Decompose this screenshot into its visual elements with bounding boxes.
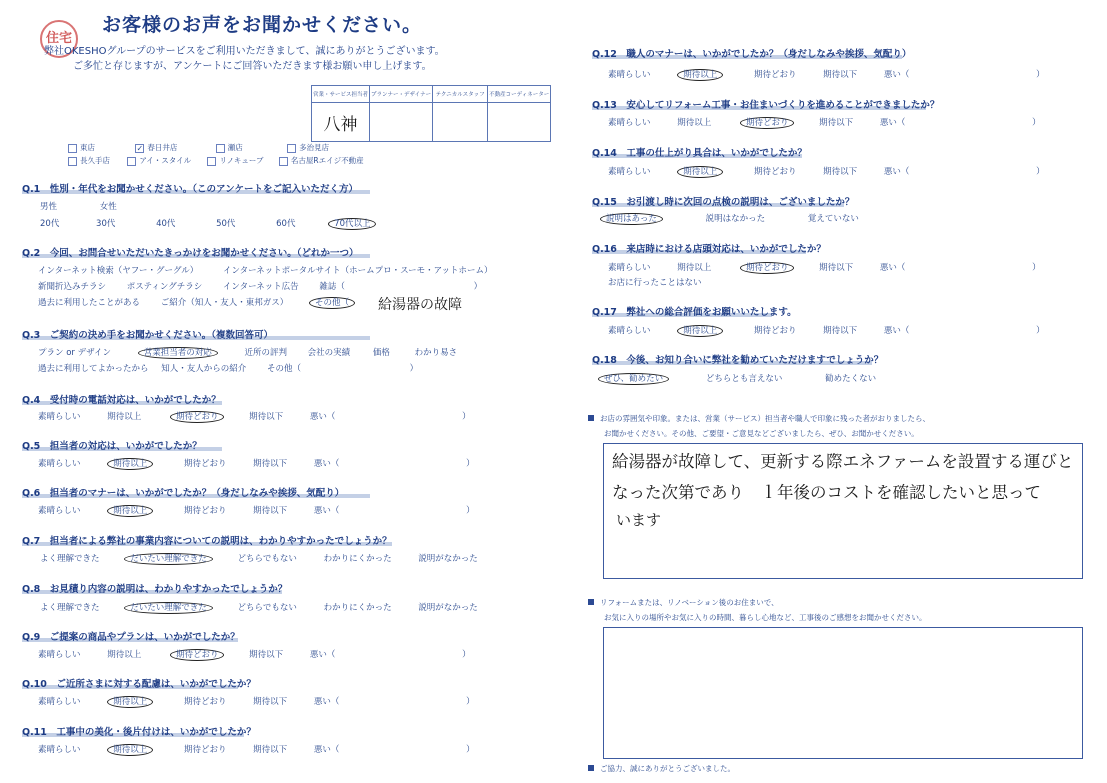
option-selected[interactable]: 期待どおり: [740, 262, 795, 274]
option[interactable]: 知人・友人からの紹介: [161, 364, 247, 374]
question-q5: Q.5 担当者の対応は、いかがでしたか？: [22, 441, 202, 452]
option[interactable]: 期待以下: [253, 697, 288, 707]
staff-table: [311, 85, 551, 142]
option[interactable]: 期待以下: [249, 650, 284, 660]
comments1-handwritten-line-3: います: [616, 511, 662, 529]
store-checkbox[interactable]: 東店: [68, 143, 95, 152]
option[interactable]: プラン or デザイン: [38, 348, 112, 358]
q1-row-1: [40, 200, 117, 212]
option[interactable]: その他（: [266, 364, 301, 374]
option: ）: [409, 364, 419, 374]
option[interactable]: 悪い（: [313, 697, 340, 707]
option-selected[interactable]: 期待以上: [677, 69, 723, 81]
option: ）: [466, 506, 475, 516]
question-q17: Q.17 弊社への総合評価をお願いいたします。: [592, 307, 797, 318]
option: ）: [462, 412, 471, 422]
q9-options: [38, 648, 471, 660]
question-q18: Q.18 今後、お知り合いに弊社を勧めていただけますでしょうか？: [592, 355, 884, 366]
option[interactable]: よく理解できた: [40, 603, 100, 613]
option[interactable]: よく理解できた: [40, 554, 100, 564]
option[interactable]: 素晴らしい: [608, 326, 651, 336]
store-checkbox[interactable]: ✓ 春日井店: [136, 143, 178, 153]
option[interactable]: 期待どおり: [753, 167, 797, 177]
option-selected[interactable]: 期待以上: [107, 458, 153, 470]
page-title: お客様のお声をお聞かせください。: [102, 14, 423, 36]
option: ）: [1036, 326, 1045, 336]
question-q1: Q.1 性別・年代をお聞かせください。（このアンケートをご記入いただく方）: [22, 184, 358, 195]
option[interactable]: インターネット検索（ヤフー・グーグル）: [38, 266, 199, 276]
option[interactable]: 期待以上: [677, 118, 712, 128]
staff-header-realestate: 不動産コーディネーター: [488, 86, 551, 103]
option[interactable]: インターネットポータルサイト（ホームプロ・スーモ・アットホーム）: [222, 266, 493, 276]
option[interactable]: 説明はなかった: [705, 214, 766, 224]
question-q13: Q.13 安心してリフォーム工事・お住まいづくりを進めることができましたか？: [592, 100, 940, 111]
option[interactable]: 期待以上: [107, 650, 142, 660]
comments2-prompt-line-2: お気に入りの場所やお気に入りの時間、暮らし心地など、工事後のご感想をお聞かせください。: [604, 613, 927, 622]
question-q3: Q.3 ご契約の決め手をお聞かせください。（複数回答可）: [22, 330, 274, 341]
option[interactable]: 説明がなかった: [418, 603, 478, 613]
option[interactable]: 期待以下: [253, 459, 288, 469]
option[interactable]: 悪い（: [313, 745, 340, 755]
q16-options: [608, 261, 1041, 273]
comments2-textbox[interactable]: [603, 627, 1083, 759]
question-q7: Q.7 担当者による弊社の事業内容についての説明は、わかりやすかったでしょうか？: [22, 536, 392, 547]
option[interactable]: 素晴らしい: [38, 697, 81, 707]
option: ）: [1036, 167, 1045, 177]
option[interactable]: 期待どおり: [183, 506, 227, 516]
option[interactable]: わかり易さ: [414, 348, 458, 358]
option[interactable]: 悪い（: [879, 118, 906, 128]
option[interactable]: 期待以下: [249, 412, 284, 422]
option: ）: [462, 650, 471, 660]
question-q12: Q.12 職人のマナーは、いかがでしたか？（身だしなみや挨拶、気配り）: [592, 49, 912, 60]
option[interactable]: 60代: [276, 219, 296, 229]
option[interactable]: 期待どおり: [183, 697, 227, 707]
store-checkbox[interactable]: 長久手店: [68, 156, 110, 165]
q3-row-1: [38, 346, 457, 358]
option[interactable]: 素晴らしい: [38, 650, 81, 660]
option[interactable]: 期待以上: [677, 263, 712, 273]
option-selected[interactable]: 期待どおり: [170, 649, 225, 661]
option[interactable]: 価格: [372, 348, 390, 358]
question-q11: Q.11 工事中の美化・後片付けは、いかがでしたか？: [22, 727, 256, 738]
option[interactable]: 30代: [96, 219, 116, 229]
question-q8: Q.8 お見積り内容の説明は、わかりやすかったでしょうか？: [22, 584, 288, 595]
option[interactable]: 悪い（: [883, 326, 910, 336]
q3-row-2: [38, 362, 418, 374]
option[interactable]: 女性: [99, 202, 117, 212]
option: ）: [1032, 118, 1041, 128]
option-selected[interactable]: 期待以上: [677, 325, 723, 337]
option-selected[interactable]: だいたい理解できた: [124, 602, 213, 614]
question-q10: Q.10 ご近所さまに対する配慮は、いかがでしたか？: [22, 679, 256, 690]
option[interactable]: 素晴らしい: [38, 745, 81, 755]
q13-options: [608, 116, 1041, 128]
option[interactable]: 素晴らしい: [38, 506, 81, 516]
option: ）: [1032, 263, 1041, 273]
option[interactable]: 期待以下: [823, 167, 858, 177]
option[interactable]: 期待以下: [253, 745, 288, 755]
option[interactable]: ポスティングチラシ: [126, 282, 203, 292]
option[interactable]: 50代: [216, 219, 236, 229]
footer-thanks: ご協力、誠にありがとうございました。: [588, 763, 735, 774]
option[interactable]: わかりにくかった: [323, 554, 392, 564]
store-checkbox[interactable]: リノキューブ: [207, 156, 263, 165]
option[interactable]: 期待どおり: [753, 70, 797, 80]
option[interactable]: 会社の実績: [307, 348, 351, 358]
q7-options: [40, 552, 478, 564]
option[interactable]: 悪い（: [313, 506, 340, 516]
question-q16: Q.16 来店時における店頭対応は、いかがでしたか？: [592, 244, 826, 255]
question-q15: Q.15 お引渡し時に次回の点検の説明は、ございましたか？: [592, 197, 855, 208]
option-selected[interactable]: 期待どおり: [170, 411, 225, 423]
option[interactable]: 新聞折込みチラシ: [38, 282, 107, 292]
option[interactable]: お店に行ったことはない: [608, 278, 702, 288]
q6-options: [38, 504, 475, 516]
comments1-prompt-line-1: お店の雰囲気や印象。または、営業（サービス）担当者や職人で印象に残った者がおりましたら、: [588, 413, 930, 424]
option[interactable]: 過去に利用してよかったから: [38, 364, 149, 374]
option-selected[interactable]: 期待以上: [677, 166, 723, 178]
option[interactable]: 素晴らしい: [38, 459, 81, 469]
q11-options: [38, 743, 475, 755]
option[interactable]: 期待以下: [819, 263, 854, 273]
company-seal-stamp: 住宅: [40, 20, 78, 58]
option[interactable]: 説明がなかった: [418, 554, 478, 564]
staff-header-technical: テクニカルスタッフ: [433, 86, 488, 103]
option[interactable]: 期待以下: [253, 506, 288, 516]
option[interactable]: 20代: [40, 219, 60, 229]
intro-line-2: ご多忙と存じますが、アンケートにご回答いただきます様お願い申し上げます。: [73, 61, 432, 72]
q8-options: [40, 601, 478, 613]
option-selected[interactable]: 期待どおり: [740, 117, 795, 129]
option[interactable]: 素晴らしい: [608, 167, 651, 177]
q10-options: [38, 695, 475, 707]
store-checkbox[interactable]: アイ・スタイル: [127, 156, 191, 165]
staff-value-planner: [370, 103, 433, 142]
option-selected[interactable]: 期待以上: [107, 744, 153, 756]
option-selected[interactable]: 期待以上: [107, 696, 153, 708]
question-q14: Q.14 工事の仕上がり具合は、いかがでしたか？: [592, 148, 807, 159]
option[interactable]: どちらでもない: [237, 554, 297, 564]
question-q4: Q.4 受付時の電話対応は、いかがでしたか？: [22, 395, 221, 406]
q2-row-1: [38, 264, 493, 276]
option[interactable]: 近所の評判: [244, 348, 287, 358]
q5-options: [38, 457, 475, 469]
option-selected[interactable]: 70代以上: [328, 218, 376, 230]
option[interactable]: 悪い（: [309, 412, 336, 422]
option[interactable]: 期待どおり: [183, 459, 227, 469]
option[interactable]: 覚えていない: [807, 214, 859, 224]
option[interactable]: 過去に利用したことがある: [38, 298, 141, 308]
comments1-handwritten-line-2: なった次第であり ｌ年後のコストを確認したいと思って: [612, 483, 1041, 502]
option[interactable]: 40代: [156, 219, 176, 229]
question-q9: Q.9 ご提案の商品やプランは、いかがでしたか？: [22, 632, 240, 643]
option[interactable]: 悪い（: [879, 263, 906, 273]
option[interactable]: インターネット広告: [222, 282, 299, 292]
option[interactable]: 男性: [40, 202, 58, 212]
staff-value-realestate: [488, 103, 551, 142]
staff-value-sales: 八神: [312, 103, 370, 142]
option[interactable]: 悪い（: [883, 70, 910, 80]
q18-options: [604, 372, 876, 384]
option[interactable]: どちらでもない: [237, 603, 297, 613]
option[interactable]: 期待以下: [823, 326, 858, 336]
option[interactable]: 期待どおり: [753, 326, 797, 336]
option[interactable]: 雑誌（: [319, 282, 345, 292]
intro-line-1: 弊社OKESHOグループのサービスをご利用いただきまして、誠にありがとうございます。: [44, 46, 445, 57]
q2-row-2: [38, 280, 482, 292]
q4-options: [38, 410, 471, 422]
option[interactable]: ご紹介（知人・友人・東邦ガス）: [160, 298, 289, 308]
question-q6: Q.6 担当者のマナーは、いかがでしたか？（身だしなみや挨拶、気配り）: [22, 488, 345, 499]
option[interactable]: 期待以下: [823, 70, 858, 80]
option: ）: [466, 745, 475, 755]
q14-options: [608, 165, 1045, 177]
option-selected[interactable]: 営業担当者の対応: [138, 347, 218, 359]
option[interactable]: 素晴らしい: [608, 70, 651, 80]
option[interactable]: 勧めたくない: [825, 374, 877, 384]
staff-header-sales: 営業・サービス担当者: [312, 86, 370, 103]
comments1-handwritten-line-1: 給湯器が故障して、更新する際エネファームを設置する運びと: [612, 452, 1074, 471]
q1-row-2: [40, 217, 370, 229]
option-selected[interactable]: その他（: [309, 297, 355, 309]
option[interactable]: どちらとも言えない: [705, 374, 783, 384]
option[interactable]: 素晴らしい: [608, 263, 651, 273]
q15-options: [606, 212, 859, 224]
option: ）: [473, 282, 483, 292]
option[interactable]: 期待以下: [819, 118, 854, 128]
store-checkbox[interactable]: 名古屋Rエイジ不動産: [279, 156, 364, 165]
option[interactable]: 素晴らしい: [38, 412, 81, 422]
q2-row-3: [38, 296, 349, 308]
option[interactable]: 期待以上: [107, 412, 142, 422]
q12-options: [608, 68, 1045, 80]
store-checklist-row-1: [68, 142, 329, 153]
option[interactable]: 素晴らしい: [608, 118, 651, 128]
store-checkbox[interactable]: 瀬店: [216, 143, 243, 152]
store-checkbox[interactable]: 多治見店: [287, 143, 329, 152]
q17-options: [608, 324, 1045, 336]
question-q2: Q.2 今回、お問合せいただいたきっかけをお聞かせください。（どれか一つ）: [22, 248, 359, 259]
option-selected[interactable]: だいたい理解できた: [124, 553, 213, 565]
option-selected[interactable]: 期待以上: [107, 505, 153, 517]
store-checklist-row-2: [68, 155, 364, 166]
q2-other-handwritten: 給湯器の故障: [378, 297, 462, 313]
staff-value-technical: [433, 103, 488, 142]
comments1-prompt-line-2: お聞かせください。その他、ご要望・ご意見などございましたら、ぜひ、お聞かせください。: [604, 429, 919, 438]
option: ）: [1036, 70, 1045, 80]
option: ）: [466, 459, 475, 469]
comments2-prompt-line-1: リフォームまたは、リノベーション後のお住まいで、: [588, 597, 779, 608]
option: ）: [466, 697, 475, 707]
option[interactable]: 期待どおり: [183, 745, 227, 755]
option[interactable]: 悪い（: [313, 459, 340, 469]
staff-header-planner: プランナー・デザイナー: [370, 86, 433, 103]
option-selected[interactable]: 説明はあった: [600, 213, 663, 225]
option[interactable]: わかりにくかった: [323, 603, 392, 613]
option[interactable]: 悪い（: [883, 167, 910, 177]
option-selected[interactable]: ぜひ、勧めたい: [598, 373, 669, 385]
option[interactable]: 悪い（: [309, 650, 336, 660]
